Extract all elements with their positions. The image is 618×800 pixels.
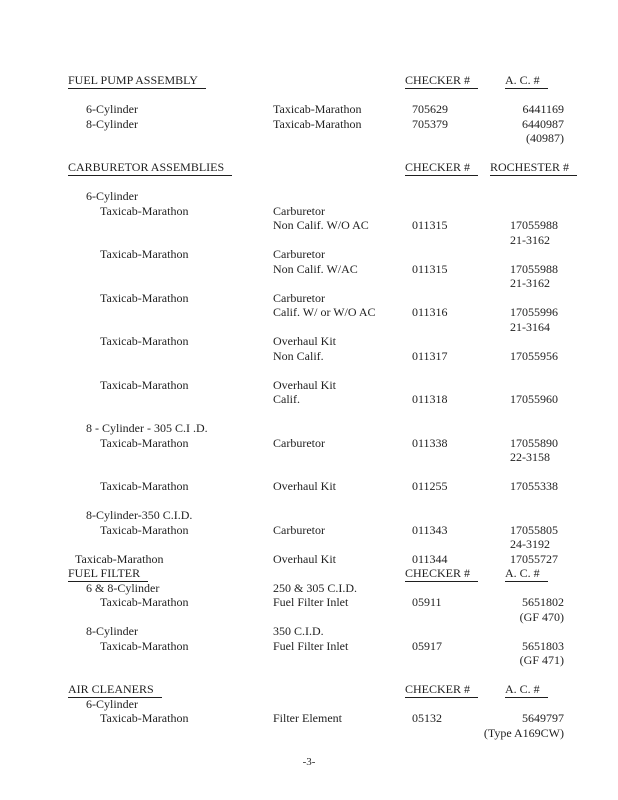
table-row: [0, 117, 618, 132]
col-part-number: 24-3192: [510, 537, 550, 551]
table-row: [0, 262, 618, 277]
table-row: [0, 610, 618, 625]
col-item: 8 - Cylinder - 305 C.I .D.: [86, 421, 208, 435]
section-header-row: [0, 566, 618, 581]
col-item: Taxicab-Marathon: [100, 595, 189, 609]
col-item: Taxicab-Marathon: [100, 247, 189, 261]
table-row: [0, 334, 618, 349]
col-checker-number: 705629: [412, 102, 448, 116]
col-item: Taxicab-Marathon: [75, 551, 164, 566]
col-checker-number: 011343: [412, 522, 448, 537]
col-part-number: 21-3162: [510, 232, 550, 247]
col-checker-number: 05911: [412, 595, 442, 609]
table-row: [0, 639, 618, 654]
table-row: [0, 233, 618, 248]
col-description: Carburetor: [273, 247, 325, 261]
col-description: Non Calif.: [273, 348, 324, 363]
table-row: [0, 378, 618, 393]
col-description: Overhaul Kit: [273, 551, 336, 566]
table-row: [0, 653, 618, 668]
section-title: FUEL FILTER: [68, 566, 148, 582]
col-part-number: (Type A169CW): [483, 725, 564, 740]
table-row: [0, 218, 618, 233]
table-row: [0, 102, 618, 117]
part-column-header: A. C. #: [505, 682, 548, 698]
table-row: [0, 697, 618, 712]
col-description: Taxicab-Marathon: [273, 102, 362, 116]
col-item: 6-Cylinder: [86, 102, 138, 116]
col-item: Taxicab-Marathon: [100, 711, 189, 725]
col-description: Carburetor: [273, 203, 325, 218]
table-row: [0, 291, 618, 306]
col-checker-number: 011315: [412, 218, 448, 232]
col-part-number: 17055988: [510, 218, 558, 232]
col-part-number: (GF 471): [519, 653, 564, 667]
col-item: Taxicab-Marathon: [100, 435, 189, 450]
col-item: 6 & 8-Cylinder: [86, 580, 160, 595]
col-checker-number: 05132: [412, 711, 442, 725]
table-row: [0, 552, 618, 567]
table-row: [0, 189, 618, 204]
col-part-number: (40987): [526, 131, 564, 145]
col-item: Taxicab-Marathon: [100, 203, 189, 218]
section-header-row: [0, 160, 618, 175]
section-title: CARBURETOR ASSEMBLIES: [68, 160, 232, 176]
table-row: [0, 305, 618, 320]
col-checker-number: 705379: [412, 116, 448, 131]
table-row: [0, 523, 618, 538]
table-row: [0, 320, 618, 335]
col-item: 6-Cylinder: [86, 189, 138, 203]
col-description: Overhaul Kit: [273, 479, 336, 493]
col-item: Taxicab-Marathon: [100, 377, 189, 392]
col-description: Non Calif. W/O AC: [273, 218, 369, 232]
col-description: Filter Element: [273, 711, 342, 725]
col-description: 350 C.I.D.: [273, 624, 324, 638]
checker-column-header: CHECKER #: [405, 73, 478, 89]
col-description: Taxicab-Marathon: [273, 116, 362, 131]
col-checker-number: 011317: [412, 348, 448, 363]
part-column-header: ROCHESTER #: [490, 160, 577, 176]
col-part-number: 17055960: [510, 392, 558, 406]
col-part-number: 5651802: [522, 595, 564, 609]
col-checker-number: 05917: [412, 638, 442, 653]
table-row: [0, 392, 618, 407]
col-part-number: 21-3162: [510, 276, 550, 290]
table-row: [0, 711, 618, 726]
table-row: [0, 204, 618, 219]
col-item: Taxicab-Marathon: [100, 479, 189, 493]
col-item: Taxicab-Marathon: [100, 334, 189, 348]
col-part-number: 17055805: [510, 522, 558, 537]
col-part-number: 5649797: [522, 711, 564, 725]
checker-column-header: CHECKER #: [405, 566, 478, 582]
col-part-number: 21-3164: [510, 319, 550, 334]
page-number: -3-: [302, 756, 316, 768]
col-part-number: 17055956: [510, 348, 558, 363]
col-description: Carburetor: [273, 522, 325, 537]
part-column-header: A. C. #: [505, 73, 548, 89]
col-checker-number: 011338: [412, 435, 448, 450]
table-row: [0, 247, 618, 262]
col-description: Overhaul Kit: [273, 377, 336, 392]
col-part-number: 6440987: [522, 116, 564, 131]
table-row: [0, 581, 618, 596]
section-title: AIR CLEANERS: [68, 682, 162, 698]
table-row: [0, 349, 618, 364]
col-item: 6-Cylinder: [86, 696, 138, 711]
col-description: 250 & 305 C.I.D.: [273, 580, 357, 595]
col-description: Fuel Filter Inlet: [273, 595, 349, 609]
col-description: Carburetor: [273, 290, 325, 305]
col-description: Calif.: [273, 392, 300, 406]
col-checker-number: 011255: [412, 479, 448, 493]
col-part-number: 17055890: [510, 435, 558, 450]
table-row: [0, 479, 618, 494]
table-row: [0, 726, 618, 741]
section-header-row: [0, 682, 618, 697]
col-part-number: 6441169: [522, 102, 564, 116]
col-description: Fuel Filter Inlet: [273, 638, 349, 653]
col-item: 8-Cylinder: [86, 116, 138, 131]
table-row: [0, 450, 618, 465]
col-part-number: 17055338: [510, 479, 558, 493]
table-row: [0, 131, 618, 146]
table-row: [0, 436, 618, 451]
section-header-row: [0, 73, 618, 88]
col-description: Carburetor: [273, 435, 325, 450]
table-row: [0, 624, 618, 639]
col-item: Taxicab-Marathon: [100, 522, 189, 537]
col-description: Non Calif. W/AC: [273, 261, 358, 276]
col-checker-number: 011344: [412, 551, 448, 566]
col-part-number: 17055727: [510, 551, 558, 566]
col-part-number: 17055996: [510, 305, 558, 319]
col-item: Taxicab-Marathon: [100, 290, 189, 305]
col-description: Calif. W/ or W/O AC: [273, 305, 376, 319]
col-item: 8-Cylinder-350 C.I.D.: [86, 508, 193, 522]
col-part-number: 17055988: [510, 261, 558, 276]
part-column-header: A. C. #: [505, 566, 548, 582]
col-part-number: 5651803: [522, 638, 564, 653]
col-part-number: (GF 470): [519, 609, 564, 624]
col-item: Taxicab-Marathon: [100, 638, 189, 653]
checker-column-header: CHECKER #: [405, 160, 478, 176]
col-checker-number: 011318: [412, 392, 448, 406]
col-part-number: 22-3158: [510, 450, 550, 464]
checker-column-header: CHECKER #: [405, 682, 478, 698]
col-checker-number: 011316: [412, 305, 448, 319]
col-checker-number: 011315: [412, 261, 448, 276]
col-item: 8-Cylinder: [86, 624, 138, 638]
col-description: Overhaul Kit: [273, 334, 336, 348]
table-row: [0, 537, 618, 552]
section-title: FUEL PUMP ASSEMBLY: [68, 73, 206, 89]
table-row: [0, 276, 618, 291]
table-row: [0, 421, 618, 436]
table-row: [0, 595, 618, 610]
table-row: [0, 508, 618, 523]
